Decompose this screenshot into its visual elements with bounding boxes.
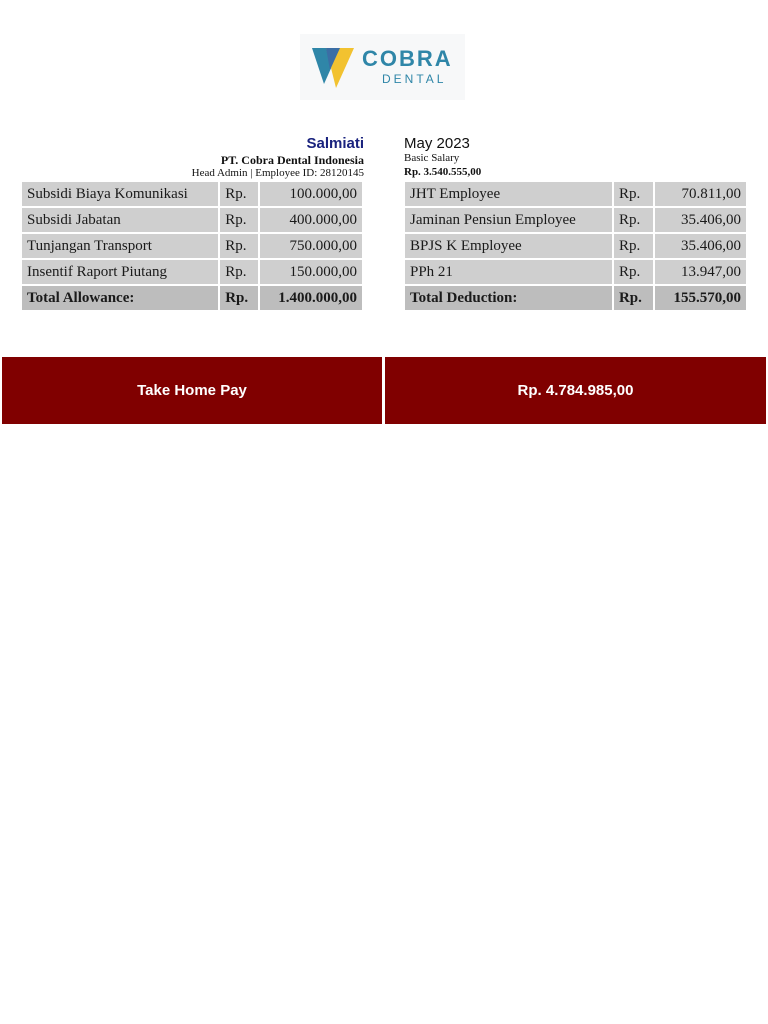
table-row bbox=[405, 182, 746, 206]
basic-salary-label: Basic Salary bbox=[404, 152, 460, 164]
currency-label: Rp. bbox=[220, 234, 258, 258]
table-row bbox=[405, 260, 746, 284]
currency-label: Rp. bbox=[220, 182, 258, 206]
allowance-label: Subsidi Jabatan bbox=[22, 208, 218, 232]
table-row bbox=[22, 260, 362, 284]
deduction-amount: 13.947,00 bbox=[655, 260, 746, 284]
logo-wordmark: COBRA bbox=[362, 46, 453, 71]
employee-position: Head Admin | Employee ID: 28120145 bbox=[191, 167, 364, 179]
pay-period: May 2023 bbox=[404, 135, 470, 152]
allowance-table bbox=[20, 180, 364, 312]
total-allowance-amount: 1.400.000,00 bbox=[260, 286, 362, 310]
currency-label: Rp. bbox=[614, 208, 653, 232]
take-home-pay-label: Take Home Pay bbox=[2, 357, 382, 424]
company-name: PT. Cobra Dental Indonesia bbox=[220, 153, 364, 167]
logo-subtitle: DENTAL bbox=[382, 72, 447, 86]
deduction-amount: 35.406,00 bbox=[655, 234, 746, 258]
allowance-amount: 150.000,00 bbox=[260, 260, 362, 284]
currency-label: Rp. bbox=[220, 260, 258, 284]
take-home-pay-value: Rp. 4.784.985,00 bbox=[385, 357, 766, 424]
total-row bbox=[22, 286, 362, 310]
table-row bbox=[405, 234, 746, 258]
allowance-label: Tunjangan Transport bbox=[22, 234, 218, 258]
table-row bbox=[405, 208, 746, 232]
total-deduction-amount: 155.570,00 bbox=[655, 286, 746, 310]
allowance-label: Insentif Raport Piutang bbox=[22, 260, 218, 284]
allowance-label: Subsidi Biaya Komunikasi bbox=[22, 182, 218, 206]
employee-name: Salmiati bbox=[306, 135, 364, 152]
deduction-table bbox=[403, 180, 748, 312]
currency-label: Rp. bbox=[614, 234, 653, 258]
deduction-amount: 35.406,00 bbox=[655, 208, 746, 232]
currency-label: Rp. bbox=[614, 260, 653, 284]
currency-label: Rp. bbox=[614, 286, 653, 310]
cobra-logo-icon bbox=[312, 44, 354, 88]
basic-salary-value: Rp. 3.540.555,00 bbox=[404, 166, 482, 178]
allowance-amount: 750.000,00 bbox=[260, 234, 362, 258]
table-row bbox=[22, 234, 362, 258]
deduction-label: JHT Employee bbox=[405, 182, 612, 206]
deduction-amount: 70.811,00 bbox=[655, 182, 746, 206]
deduction-label: BPJS K Employee bbox=[405, 234, 612, 258]
allowance-amount: 100.000,00 bbox=[260, 182, 362, 206]
currency-label: Rp. bbox=[220, 208, 258, 232]
total-deduction-label: Total Deduction: bbox=[405, 286, 612, 310]
currency-label: Rp. bbox=[614, 182, 653, 206]
deduction-label: PPh 21 bbox=[405, 260, 612, 284]
company-logo bbox=[300, 34, 465, 100]
deduction-label: Jaminan Pensiun Employee bbox=[405, 208, 612, 232]
total-row bbox=[405, 286, 746, 310]
allowance-amount: 400.000,00 bbox=[260, 208, 362, 232]
total-allowance-label: Total Allowance: bbox=[22, 286, 218, 310]
currency-label: Rp. bbox=[220, 286, 258, 310]
table-row bbox=[22, 182, 362, 206]
table-row bbox=[22, 208, 362, 232]
